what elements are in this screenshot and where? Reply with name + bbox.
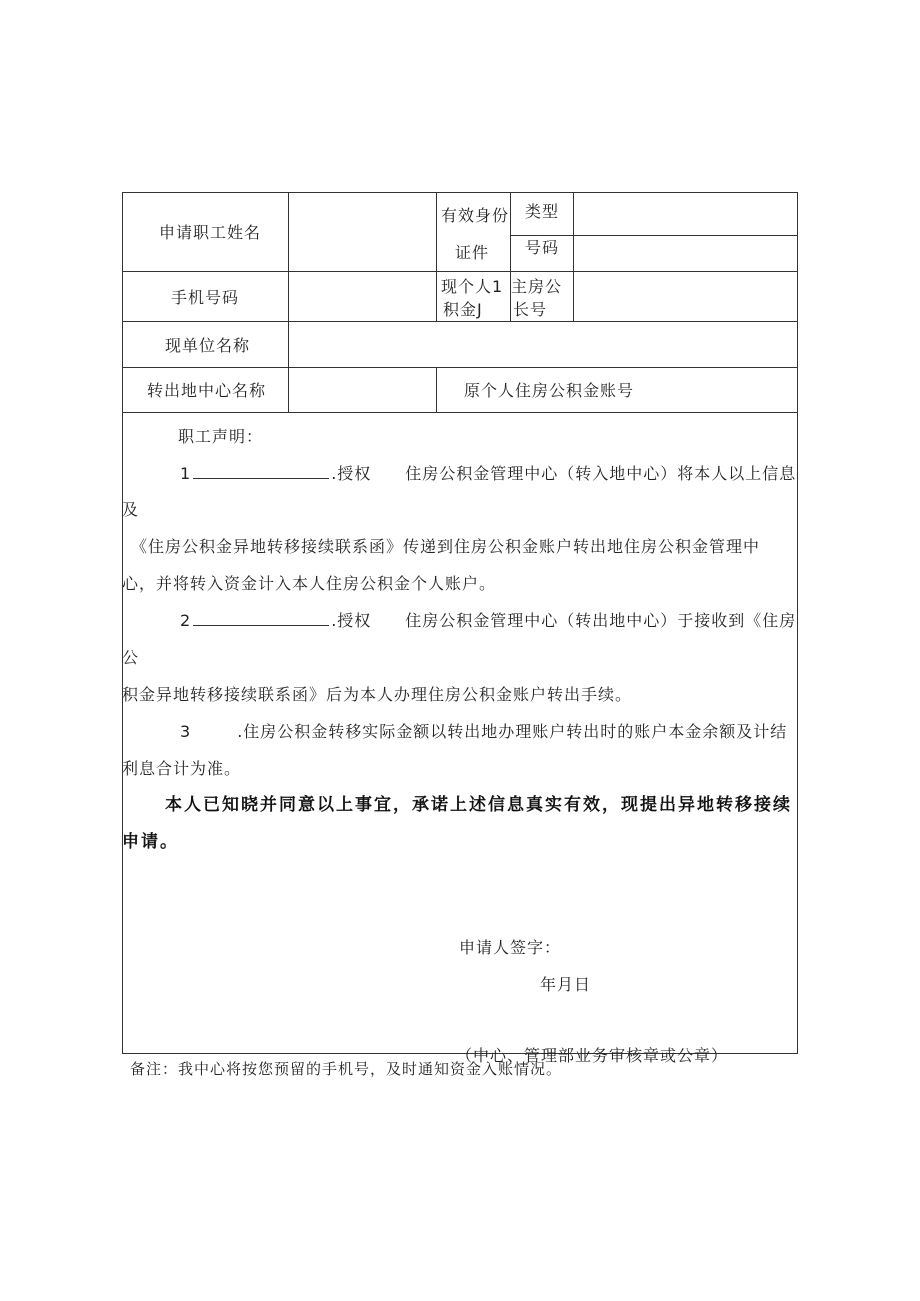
center-name-blank[interactable] xyxy=(193,611,329,626)
seal-label: （中心、管理部业务审核章或公章） xyxy=(456,1046,729,1065)
original-account-field[interactable] xyxy=(643,368,796,411)
col-divider xyxy=(510,193,511,321)
id-type-field[interactable] xyxy=(574,194,796,234)
row-divider xyxy=(123,412,797,413)
declaration-item-1-cont: 心，并将转入资金计入本人住房公积金个人账户。 xyxy=(122,574,497,593)
item-text: .授权 住房公积金管理中心（转入地中心）将本人以上信息 xyxy=(331,464,797,483)
center-name-blank[interactable] xyxy=(193,464,329,479)
footnote: 备注：我中心将按您预留的手机号，及时通知资金入账情况。 xyxy=(130,1060,563,1078)
id-document-label-line2: 证件 xyxy=(455,243,490,262)
item-number: 1 xyxy=(180,464,192,483)
applicant-signature-label: 申请人签字： xyxy=(459,938,562,957)
declaration-item-1 xyxy=(180,464,796,484)
current-account-sublabel-line1: 主房公 xyxy=(511,277,563,296)
signature-date-label: 年月日 xyxy=(540,975,592,994)
seal-label-clip xyxy=(456,1040,756,1065)
declaration-heading: 职工声明： xyxy=(178,427,264,446)
current-account-label-line2: 积金J xyxy=(443,300,483,319)
employer-field[interactable] xyxy=(289,322,796,366)
phone-field[interactable] xyxy=(289,272,435,320)
col-divider xyxy=(436,193,437,271)
applicant-name-label: 申请职工姓名 xyxy=(159,223,262,242)
current-account-label-line1: 现个人1 xyxy=(441,277,504,296)
id-number-field[interactable] xyxy=(574,236,796,270)
item-number: 2 xyxy=(180,611,192,630)
declaration-item-1-wrap: 及 xyxy=(122,500,140,519)
id-document-label-line1: 有效身份 xyxy=(441,206,510,225)
item-text: .住房公积金转移实际金额以转出地办理账户转出时的账户本金余额及计结 xyxy=(237,722,788,741)
col-divider xyxy=(436,271,437,321)
current-account-sublabel-line2: 长号 xyxy=(513,300,548,319)
item-number: 3 xyxy=(180,722,192,741)
item-text: .授权 住房公积金管理中心（转出地中心）于接收到《住房 xyxy=(331,611,797,630)
declaration-item-3-cont: 利息合计为准。 xyxy=(122,759,242,778)
from-center-label: 转出地中心名称 xyxy=(147,381,267,400)
original-account-label: 原个人住房公积金账号 xyxy=(464,381,635,400)
declaration-item-2-cont: 积金异地转移接续联系函》后为本人办理住房公积金账户转出手续。 xyxy=(122,685,633,704)
consent-statement: 本人已知晓并同意以上事宜，承诺上述信息真实有效，现提出异地转移接续 xyxy=(165,795,792,815)
applicant-name-field[interactable] xyxy=(289,194,435,270)
col-divider xyxy=(436,367,437,412)
declaration-item-2 xyxy=(180,611,796,631)
current-account-field[interactable] xyxy=(574,272,796,320)
id-type-label: 类型 xyxy=(525,202,560,221)
phone-label: 手机号码 xyxy=(171,288,240,307)
from-center-field[interactable] xyxy=(289,368,435,411)
consent-statement-cont: 申请。 xyxy=(122,832,179,852)
id-number-label: 号码 xyxy=(525,238,560,257)
declaration-item-2-wrap: 公 xyxy=(122,648,140,667)
declaration-item-3 xyxy=(180,722,787,742)
declaration-item-1-cont: 《住房公积金异地转移接续联系函》传递到住房公积金账户转出地住房公积金管理中 xyxy=(131,537,761,556)
employer-label: 现单位名称 xyxy=(165,336,251,355)
